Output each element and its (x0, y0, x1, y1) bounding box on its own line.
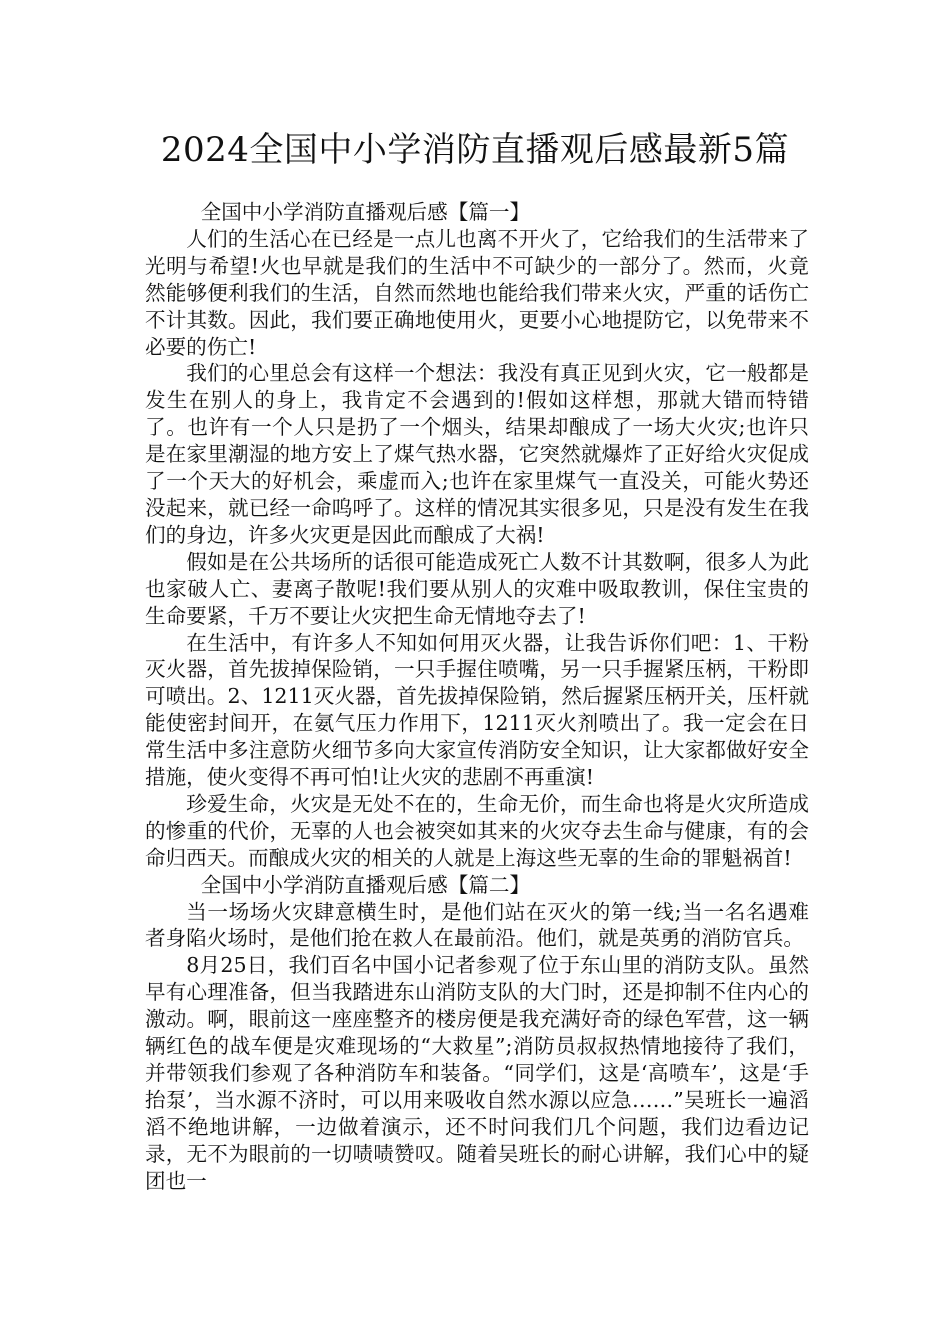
paragraph: 人们的生活心在已经是一点儿也离不开火了，它给我们的生活带来了光明与希望!火也早就是我们的生活中不可缺少的一部分了。然而，火竟然能够便利我们的生活，自然而然地也能给我们带来火灾，严重的话伤亡不计其数。因此，我们要正确地使用火，更要小心地提防它，以免带来不必要的伤亡! (145, 226, 809, 359)
paragraph: 我们的心里总会有这样一个想法：我没有真正见到火灾，它一般都是发生在别人的身上，我肯定不会遇到的!假如这样想，那就大错而特错了。也许有一个人只是扔了一个烟头，结果却酿成了一场大火灾;也许只是在家里潮湿的地方安上了煤气热水器，它突然就爆炸了正好给火灾促成了一个天大的好机会，乘虚而入;也许在家里煤气一直没关，可能火势还没起来，就已经一命呜呼了。这样的情况其实很多见，只是没有发生在我们的身边，许多火灾更是因此而酿成了大祸! (145, 361, 809, 547)
document-body (145, 199, 809, 1195)
document-title: 2024全国中小学消防直播观后感最新5篇 (160, 130, 790, 170)
paragraph: 8月25日，我们百名中国小记者参观了位于东山里的消防支队。虽然早有心理准备，但当我踏进东山消防支队的大门时，还是抑制不住内心的激动。啊，眼前这一座座整齐的楼房便是我充满好奇的绿色军营，这一辆辆红色的战车便是灾难现场的“大救星”;消防员叔叔热情地接待了我们，并带领我们参观了各种消防车和装备。“同学们，这是‘高喷车’，这是‘手抬泵’，当水源不济时，可以用来吸收自然水源以应急……”吴班长一遍滔滔不绝地讲解，一边做着演示，还不时问我们几个问题，我们边看边记录，无不为眼前的一切啧啧赞叹。随着吴班长的耐心讲解，我们心中的疑团也一 (145, 953, 809, 1193)
paragraph: 当一场场火灾肆意横生时，是他们站在灭火的第一线;当一名名遇难者身陷火场时，是他们抢在救人在最前沿。他们，就是英勇的消防官兵。 (145, 899, 809, 951)
paragraph: 假如是在公共场所的话很可能造成死亡人数不计其数啊，很多人为此也家破人亡、妻离子散呢!我们要从别人的灾难中吸取教训，保住宝贵的生命要紧，千万不要让火灾把生命无情地夺去了! (145, 549, 809, 628)
section-heading-1: 全国中小学消防直播观后感【篇一】 (200, 200, 531, 224)
paragraph: 在生活中，有许多人不知如何用灭火器，让我告诉你们吧：1、干粉灭火器，首先拔掉保险销，一只手握住喷嘴，另一只手握紧压柄，干粉即可喷出。2、1211灭火器，首先拔掉保险销，然后握紧压柄开关，压杆就能使密封间开，在氨气压力作用下，1211灭火剂喷出了。我一定会在日常生活中多注意防火细节多向大家宣传消防安全知识，让大家都做好安全措施，使火变得不再可怕!让火灾的悲剧不再重演! (145, 630, 809, 790)
section-heading-2: 全国中小学消防直播观后感【篇二】 (200, 872, 531, 897)
paragraph: 珍爱生命，火灾是无处不在的，生命无价，而生命也将是火灾所造成的惨重的代价，无辜的人也会被突如其来的火灾夺去生命与健康，有的会命归西天。而酿成火灾的相关的人就是上海这些无辜的生命的罪魁祸首! (145, 791, 809, 870)
